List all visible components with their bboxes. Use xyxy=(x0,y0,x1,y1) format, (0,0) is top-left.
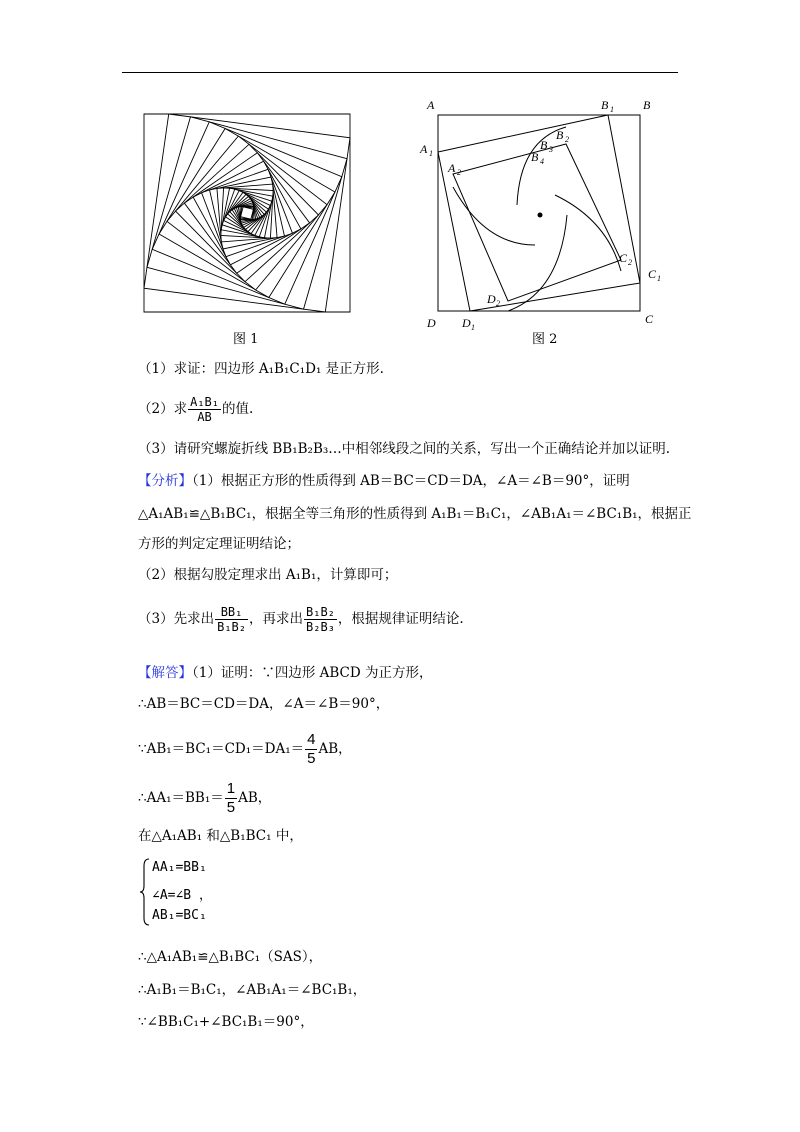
svg-text:1: 1 xyxy=(471,323,475,332)
nested-square xyxy=(152,122,342,304)
nested-square xyxy=(144,114,350,312)
label-b4: B xyxy=(531,150,539,164)
analysis-line-4: （2）根据勾股定理求出 A₁B₁，计算即可； xyxy=(138,567,398,583)
svg-text:1: 1 xyxy=(429,149,433,158)
nested-square xyxy=(176,144,319,281)
label-c1: C xyxy=(648,267,657,281)
nested-square xyxy=(167,136,327,290)
question-2: （2）求 $\frac{\text{A₁B₁}}{AB}$ 的值. xyxy=(138,395,254,424)
nested-square xyxy=(241,207,254,219)
solution-line-4: ∴AA₁＝BB₁＝ $\frac{1}{5}$ AB， xyxy=(138,780,272,816)
svg-text:2: 2 xyxy=(565,135,569,144)
center-point xyxy=(538,213,543,218)
solution-tag: 【解答】 xyxy=(138,665,192,681)
solution-line-8: ∵∠BB₁C₁+∠BC₁B₁＝90°， xyxy=(138,1014,314,1030)
header-rule xyxy=(122,72,678,73)
svg-text:3: 3 xyxy=(549,145,553,154)
solution-line-1: 【解答】（1）证明：∵四边形 ABCD 为正方形， xyxy=(138,665,433,681)
solution-line-6: ∴△A₁AB₁≌△B₁BC₁（SAS）， xyxy=(138,949,323,965)
label-c2: C xyxy=(619,251,628,265)
nested-square xyxy=(144,114,350,312)
figure-1-spiral-squares xyxy=(140,110,354,316)
label-b: B xyxy=(643,98,651,112)
svg-text:2: 2 xyxy=(457,168,461,177)
label-a2: A xyxy=(448,161,456,175)
label-b2: B xyxy=(556,128,564,142)
solution-line-5: 在△A₁AB₁ 和△B₁BC₁ 中， xyxy=(138,828,303,844)
label-a1: A xyxy=(420,142,428,156)
system-eq-1: AA₁=BB₁ xyxy=(152,860,207,875)
spiral-arm xyxy=(453,187,535,245)
nested-square xyxy=(184,153,309,273)
figure-1-caption: 图 1 xyxy=(233,332,259,347)
figure-2-spiral xyxy=(415,95,665,335)
figure-2-caption: 图 2 xyxy=(532,332,558,347)
svg-text:1: 1 xyxy=(657,274,661,283)
nested-square xyxy=(230,197,264,230)
solution-line-7: ∴A₁B₁＝B₁C₁，∠AB₁A₁＝∠BC₁B₁， xyxy=(138,982,367,998)
svg-text:2: 2 xyxy=(628,258,632,267)
system-eq-2: ∠A=∠B ， xyxy=(152,888,212,903)
solution-line-2: ∴AB＝BC＝CD＝DA，∠A＝∠B＝90°， xyxy=(138,696,390,712)
system-eq-3: AB₁=BC₁ xyxy=(152,908,207,923)
nested-square xyxy=(240,206,254,219)
solution-line-3: ∵AB₁＝BC₁＝CD₁＝DA₁＝ $\frac{4}{5}$ AB， xyxy=(138,731,352,767)
analysis-line-3: 方形的判定定理证明结论； xyxy=(138,536,300,552)
svg-text:4: 4 xyxy=(540,157,544,166)
label-d: D xyxy=(427,316,436,330)
nested-square xyxy=(228,194,267,231)
question-1: （1）求证：四边形 A₁B₁C₁D₁ 是正方形. xyxy=(138,361,384,377)
label-b1: B xyxy=(601,98,609,112)
svg-text:2: 2 xyxy=(496,299,500,308)
nested-square xyxy=(222,189,272,237)
brace xyxy=(140,858,150,926)
label-a: A xyxy=(427,98,435,112)
analysis-tag: 【分析】 xyxy=(138,473,192,489)
analysis-line-1: 【分析】（1）根据正方形的性质得到 AB＝BC＝CD＝DA，∠A＝∠B＝90°，证明 xyxy=(138,473,630,489)
analysis-line-5: （3）先求出 $\frac{\text{BB₁}}{\text{B₁B₂}}$ ，再求出 $\frac{\text{B₁B₂}}{\text{B₂B₃}}$ ，根据规律证明结论. xyxy=(138,605,464,634)
nested-square xyxy=(226,192,269,233)
analysis-line-2: △A₁AB₁≌△B₁BC₁，根据全等三角形的性质得到 A₁B₁＝B₁C₁，∠AB₁A₁＝∠BC₁B₁，根据正 xyxy=(138,506,692,522)
nested-square xyxy=(159,128,335,297)
question-3: （3）请研究螺旋折线 BB₁B₂B₃…中相邻线段之间的关系，写出一个正确结论并加以证明. xyxy=(138,441,671,457)
square-a2b2c2d2 xyxy=(453,144,621,301)
label-b3: B xyxy=(540,138,548,152)
label-c: C xyxy=(645,312,654,326)
label-d1: D xyxy=(462,316,471,330)
svg-text:1: 1 xyxy=(610,105,614,114)
label-d2: D xyxy=(487,292,496,306)
